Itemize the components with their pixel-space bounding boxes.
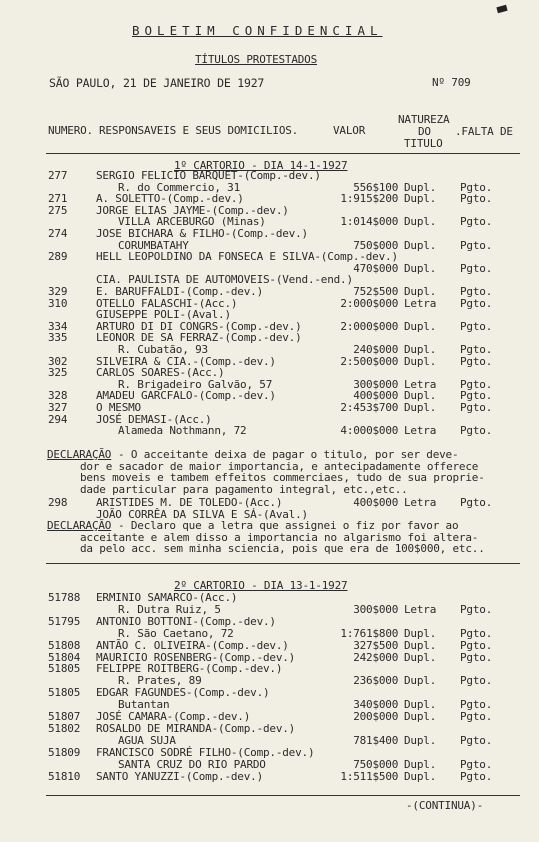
entry-name: JOSE BICHARA & FILHO-(Comp.-dev.) <box>96 227 308 240</box>
entry-nature: Letra <box>404 296 437 310</box>
entry-number: 51804 <box>48 650 81 664</box>
entry-value: 200$000 <box>353 710 399 723</box>
entry-falta: Pgto. <box>460 650 493 664</box>
column-valor: VALOR <box>333 124 366 137</box>
entry-nature: Dupl. <box>404 757 437 771</box>
entry-name: MAURICIO ROSENBERG-(Comp.-dev.) <box>96 650 296 664</box>
entry-number: 302 <box>48 354 68 368</box>
entry-number: 51805 <box>48 686 81 700</box>
entry-nature: Dupl. <box>404 180 437 194</box>
entry-value: 300$000 <box>353 377 399 391</box>
document-subtitle: TÍTULOS PROTESTADOS <box>195 53 318 66</box>
entry-name: JOÃO CORRÊA DA SILVA E SÁ-(Aval.) <box>96 508 308 521</box>
entry-name: EDGAR FAGUNDES-(Comp.-dev.) <box>96 686 270 700</box>
entry-number: 329 <box>48 285 68 298</box>
declaration-line: - Declaro que a letra que assignei o fiz por favor ao <box>118 519 459 532</box>
entry-number: 51807 <box>48 710 81 723</box>
entry-number: 51808 <box>48 638 81 652</box>
entry-number: 51805 <box>48 662 81 676</box>
entry-falta: Pgto. <box>460 401 493 414</box>
entry-nature: Dupl. <box>404 389 437 403</box>
ink-mark <box>496 5 507 13</box>
entry-number: 275 <box>48 203 68 217</box>
entry-nature: Dupl. <box>404 674 437 688</box>
entry-name: FELIPPE ROITBERG-(Comp.-dev.) <box>96 662 283 676</box>
entry-falta: Pgto. <box>460 602 493 616</box>
entry-name: R. Prates, 89 <box>118 674 202 688</box>
entry-value: 2:453$700 <box>340 401 399 414</box>
entry-value: 240$000 <box>353 343 399 356</box>
entry-number: 51795 <box>48 614 81 628</box>
entry-nature: Letra <box>404 424 437 438</box>
entry-value: 1:511$500 <box>340 769 399 783</box>
declaration2-label: DECLARAÇÃO <box>47 519 112 532</box>
bulletin-number: Nº 709 <box>432 76 471 89</box>
declaration-line: dor e sacador de maior importancia, e antecipadamente offerece <box>80 459 479 473</box>
entry-nature: Dupl. <box>404 733 437 747</box>
entry-number: 325 <box>48 366 68 380</box>
entry-name: E. BARUFFALDI-(Comp.-dev.) <box>96 285 263 298</box>
entry-name: LEONOR DE SA FERRAZ-(Comp.-dev.) <box>96 331 302 345</box>
entry-name: ANTÃO C. OLIVEIRA-(Comp.-dev.) <box>96 638 289 652</box>
entry-name: ARISTIDES M. DE TOLEDO-(Acc.) <box>96 496 283 509</box>
entry-name: Butantan <box>118 698 170 712</box>
entry-falta: Pgto. <box>460 424 493 438</box>
entry-value: 340$000 <box>353 698 399 712</box>
section2-heading: 2º CARTORIO - DIA 13-1-1927 <box>174 579 348 592</box>
entry-falta: Pgto. <box>460 285 493 298</box>
entry-number: 51788 <box>48 591 81 604</box>
entry-number: 51802 <box>48 721 81 735</box>
entry-number: 335 <box>48 331 68 345</box>
declaration-line: - O acceitante deixa de pagar o titulo, por ser deve- <box>118 448 459 461</box>
entry-number: 298 <box>48 496 68 509</box>
entry-falta: Pgto. <box>460 354 493 368</box>
entry-falta: Pgto. <box>460 757 493 771</box>
entry-name: OTELLO FALASCHI-(Acc.) <box>96 296 238 310</box>
entry-falta: Pgto. <box>460 319 493 333</box>
entry-value: 781$400 <box>353 733 399 747</box>
entry-name: AGUA SUJA <box>118 733 176 747</box>
entry-nature: Dupl. <box>404 650 437 664</box>
entry-falta: Pgto. <box>460 710 493 723</box>
column-numero: NUMERO. <box>48 124 93 137</box>
entry-nature: Dupl. <box>404 319 437 333</box>
entry-falta: Pgto. <box>460 733 493 747</box>
entry-nature: Dupl. <box>404 215 437 229</box>
entry-name: CIA. PAULISTA DE AUTOMOVEIS-(Vend.-end.) <box>96 273 353 287</box>
entry-name: R. Dutra Ruiz, 5 <box>118 602 221 616</box>
entry-falta: Pgto. <box>460 192 493 206</box>
entry-value: 1:915$200 <box>340 192 399 206</box>
entry-nature: Dupl. <box>404 192 437 206</box>
entry-number: 51810 <box>48 769 81 783</box>
entry-value: 750$000 <box>353 757 399 771</box>
entry-name: VILLA ARCEBURGO (Minas) <box>118 215 266 229</box>
entry-nature: Letra <box>404 496 437 509</box>
entry-nature: Dupl. <box>404 343 437 356</box>
entry-nature: Letra <box>404 377 437 391</box>
declaration1-label: DECLARAÇÃO <box>47 448 112 461</box>
entry-value: 242$000 <box>353 650 399 664</box>
entry-falta: Pgto. <box>460 296 493 310</box>
entry-name: AMADEU GARCFALO-(Comp.-dev.) <box>96 389 276 403</box>
entry-number: 310 <box>48 296 68 310</box>
entry-value: 470$000 <box>353 261 399 275</box>
entry-name: Alameda Nothmann, 72 <box>118 424 247 438</box>
entry-falta: Pgto. <box>460 638 493 652</box>
entry-value: 2:000$000 <box>340 319 399 333</box>
entry-number: 294 <box>48 412 68 426</box>
declaration-line: dade particular para pagamento integral, etc.,etc.. <box>80 482 408 496</box>
entry-name: O MESMO <box>96 401 141 414</box>
entry-name: FRANCISCO SODRÉ FILHO-(Comp.-dev.) <box>96 745 315 759</box>
entry-name: HELL LEOPOLDINO DA FONSECA E SILVA-(Comp.-dev.) <box>96 250 398 264</box>
entry-name: SANTO YANUZZI-(Comp.-dev.) <box>96 769 263 783</box>
entry-value: 1:014$000 <box>340 215 399 229</box>
column-natureza-3: TITULO <box>404 137 443 150</box>
entry-nature: Dupl. <box>404 698 437 712</box>
entry-name: ROSALDO DE MIRANDA-(Comp.-dev.) <box>96 721 296 735</box>
entry-nature: Dupl. <box>404 285 437 298</box>
entry-number: 289 <box>48 250 68 264</box>
entry-falta: Pgto. <box>460 674 493 688</box>
column-falta: .FALTA DE <box>455 125 513 138</box>
entry-falta: Pgto. <box>460 496 493 509</box>
entry-falta: Pgto. <box>460 261 493 275</box>
header-rule <box>46 153 520 154</box>
entry-falta: Pgto. <box>460 180 493 194</box>
entry-falta: Pgto. <box>460 377 493 391</box>
entry-name: CARLOS SOARES-(Acc.) <box>96 366 225 380</box>
entry-number: 328 <box>48 389 68 403</box>
entry-falta: Pgto. <box>460 215 493 229</box>
entry-falta: Pgto. <box>460 238 493 252</box>
column-responsaveis: RESPONSAVEIS E SEUS DOMICILIOS. <box>99 124 299 137</box>
entry-number: 327 <box>48 401 68 414</box>
entry-nature: Dupl. <box>404 261 437 275</box>
entry-nature: Dupl. <box>404 638 437 652</box>
entry-number: 277 <box>48 169 68 182</box>
entry-value: 4:000$000 <box>340 424 399 438</box>
entry-name: R. Cubatão, 93 <box>118 343 208 356</box>
entry-value: 2:500$000 <box>340 354 399 368</box>
entry-number: 51809 <box>48 745 81 759</box>
entry-falta: Pgto. <box>460 769 493 783</box>
entry-name: SERGIO FELICIO BARQUET-(Comp.-dev.) <box>96 169 321 182</box>
place-date: SÃO PAULO, 21 DE JANEIRO DE 1927 <box>49 76 265 90</box>
entry-name: R. Brigadeiro Galvão, 57 <box>118 377 273 391</box>
entry-number: 334 <box>48 319 68 333</box>
entry-nature: Letra <box>404 602 437 616</box>
entry-value: 327$500 <box>353 638 399 652</box>
entry-value: 400$000 <box>353 389 399 403</box>
entry-name: ANTONIO BOTTONI-(Comp.-dev.) <box>96 614 276 628</box>
entry-nature: Dupl. <box>404 238 437 252</box>
entry-name: ARTURO DI DI CONGRS-(Comp.-dev.) <box>96 319 302 333</box>
entry-name: JOSÉ CAMARA-(Comp.-dev.) <box>96 710 251 723</box>
continua-label: -(CONTINUA)- <box>406 799 484 812</box>
entry-name: CORUMBATAHY <box>118 238 189 252</box>
entry-value: 556$100 <box>353 180 399 194</box>
entry-name: JORGE ELIAS JAYME-(Comp.-dev.) <box>96 203 289 217</box>
entry-falta: Pgto. <box>460 343 493 356</box>
entry-falta: Pgto. <box>460 389 493 403</box>
declaration-line: acceitante e alem disso a importancia no algarismo foi altera- <box>80 530 479 544</box>
section1-heading: 1º CARTORIO - DIA 14-1-1927 <box>174 159 348 172</box>
column-natureza-1: NATUREZA <box>398 113 450 126</box>
entry-name: JOSÉ DEMASI-(Acc.) <box>96 412 212 426</box>
entry-name: SILVEIRA & CIA.-(Comp.-dev.) <box>96 354 276 368</box>
entry-value: 236$000 <box>353 674 399 688</box>
entry-name: R. do Commercio, 31 <box>118 180 241 194</box>
entry-nature: Dupl. <box>404 710 437 723</box>
entry-value: 1:761$800 <box>340 626 399 640</box>
entry-name: A. SOLETTO-(Comp.-dev.) <box>96 192 244 206</box>
entry-name: GIUSEPPE POLI-(Aval.) <box>96 308 231 322</box>
footer-rule <box>46 795 520 796</box>
entry-value: 300$000 <box>353 602 399 616</box>
entry-nature: Dupl. <box>404 626 437 640</box>
entry-name: ERMINIO SAMARCO-(Acc.) <box>96 591 238 604</box>
section-rule <box>46 563 520 564</box>
entry-name: SANTA CRUZ DO RIO PARDO <box>118 757 266 771</box>
document-title: BOLETIM CONFIDENCIAL <box>132 23 383 38</box>
entry-falta: Pgto. <box>460 698 493 712</box>
entry-number: 274 <box>48 227 68 240</box>
entry-nature: Dupl. <box>404 354 437 368</box>
declaration-line: bens moveis e tambem effeitos commerciaes, tudo de sua proprie- <box>80 471 485 484</box>
entry-name: R. São Caetano, 72 <box>118 626 234 640</box>
declaration-line: da pelo acc. sem minha sciencia, pois que era de 100$000, etc.. <box>80 542 485 555</box>
entry-value: 400$000 <box>353 496 399 509</box>
entry-falta: Pgto. <box>460 626 493 640</box>
entry-value: 750$000 <box>353 238 399 252</box>
column-natureza-2: DO <box>418 125 431 138</box>
entry-nature: Dupl. <box>404 401 437 414</box>
entry-number: 271 <box>48 192 68 206</box>
entry-value: 2:000$000 <box>340 296 399 310</box>
entry-nature: Dupl. <box>404 769 437 783</box>
entry-value: 752$500 <box>353 285 399 298</box>
